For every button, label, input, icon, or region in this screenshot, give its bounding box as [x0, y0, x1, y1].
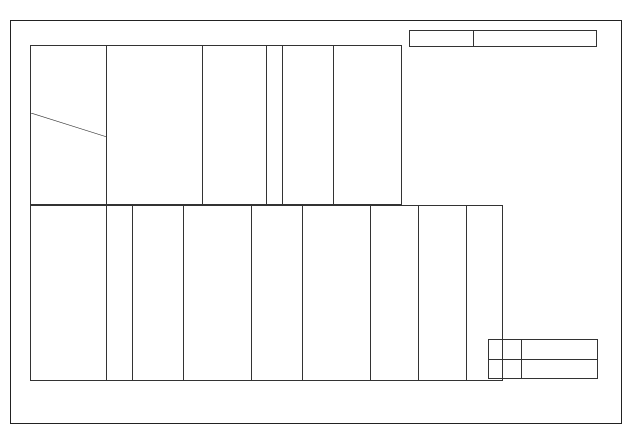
total-before-field[interactable]: [522, 340, 598, 360]
notice-number-box: [409, 30, 597, 47]
rates-table: [463, 59, 608, 171]
total-table: [488, 339, 598, 379]
total-after-label: [489, 359, 522, 379]
total-before-label: [489, 340, 522, 360]
col-per-capita: [283, 46, 334, 205]
col-limit-excess: [184, 206, 252, 381]
total-after-field[interactable]: [522, 359, 598, 379]
col-adjustment: [371, 206, 419, 381]
col-special-reduction: [419, 206, 467, 381]
col-reduction-amount: [133, 206, 184, 381]
col-exemption: [303, 206, 371, 381]
header-diagonal: [31, 46, 107, 205]
notice-number-label: [410, 31, 474, 47]
col-persons: [267, 46, 283, 205]
bottom-header-blank: [31, 206, 107, 381]
col-calculated: [334, 46, 402, 205]
notice-number-field[interactable]: [474, 31, 597, 47]
bottom-calc-table: [30, 205, 503, 381]
col-income-levy: [203, 46, 267, 205]
col-income-base: [107, 46, 203, 205]
top-calc-table: [30, 45, 402, 205]
col-reduction-ratio: [107, 206, 133, 381]
col-annual-tax: [252, 206, 303, 381]
